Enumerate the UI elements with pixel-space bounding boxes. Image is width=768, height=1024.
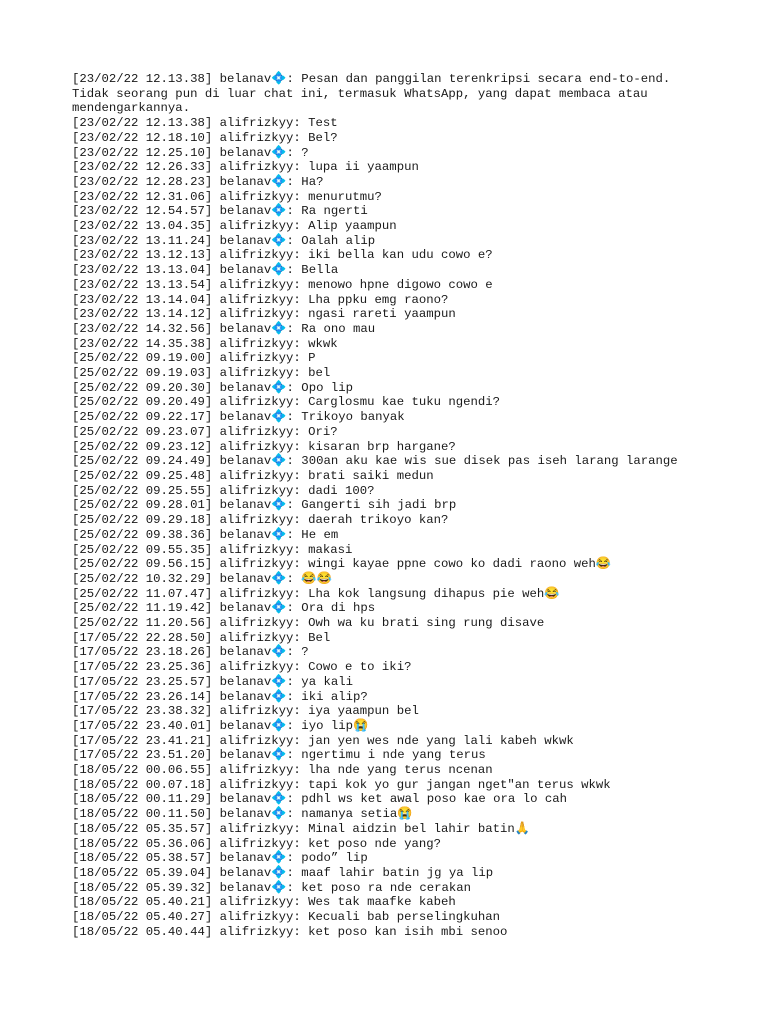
chat-message-line: [25/02/22 09.38.36] belanav💠: He em [72,527,339,542]
chat-message-line: [18/05/22 05.40.27] alifrizkyy: Kecuali bab perselingkuhan [72,910,501,925]
chat-message-line: [17/05/22 23.25.57] belanav💠: ya kali [72,674,353,689]
chat-message-line: [23/02/22 13.14.12] alifrizkyy: ngasi rareti yaampun [72,307,456,322]
chat-message-line: [17/05/22 23.51.20] belanav💠: ngertimu i nde yang terus [72,748,486,763]
chat-message-line: [25/02/22 09.25.48] alifrizkyy: brati saiki medun [72,468,434,483]
chat-message-line: [18/05/22 05.40.44] alifrizkyy: ket poso kan isih mbi senoo [72,924,508,939]
chat-message-line: [23/02/22 13.04.35] alifrizkyy: Alip yaampun [72,219,397,234]
chat-message-line: [18/05/22 05.36.06] alifrizkyy: ket poso nde yang? [72,836,441,851]
chat-message-line: [17/05/22 23.18.26] belanav💠: ? [72,645,309,660]
message-list [72,116,712,939]
chat-message-line: [25/02/22 10.32.29] belanav💠: 😂😂 [72,571,332,586]
chat-message-line: [25/02/22 11.19.42] belanav💠: Ora di hps [72,601,376,616]
chat-message-line: [23/02/22 14.35.38] alifrizkyy: wkwk [72,336,338,351]
chat-message-line: [25/02/22 09.25.55] alifrizkyy: dadi 100? [72,483,375,498]
chat-message-line: [25/02/22 09.29.18] alifrizkyy: daerah trikoyo kan? [72,513,449,528]
chat-message-line: [23/02/22 13.13.04] belanav💠: Bella [72,263,339,278]
chat-message-line: [17/05/22 22.28.50] alifrizkyy: Bel [72,630,331,645]
chat-message-line: [23/02/22 12.18.10] alifrizkyy: Bel? [72,130,338,145]
chat-message-line: [23/02/22 12.28.23] belanav💠: Ha? [72,174,324,189]
chat-message-line: [23/02/22 14.32.56] belanav💠: Ra ono mau [72,321,376,336]
chat-message-line: [25/02/22 11.20.56] alifrizkyy: Owh wa ku brati sing rung disave [72,616,545,631]
chat-message-line: [18/05/22 05.39.32] belanav💠: ket poso ra nde cerakan [72,880,472,895]
chat-message-line: [23/02/22 12.26.33] alifrizkyy: lupa ii yaampun [72,160,419,175]
chat-message-line: [18/05/22 05.39.04] belanav💠: maaf lahir batin jg ya lip [72,865,494,880]
chat-message-line: [18/05/22 05.35.57] alifrizkyy: Minal aidzin bel lahir batin🙏 [72,821,531,836]
chat-message-line: [23/02/22 12.54.57] belanav💠: Ra ngerti [72,204,368,219]
chat-transcript [72,72,712,939]
chat-message-line: [18/05/22 00.06.55] alifrizkyy: lha nde yang terus ncenan [72,763,493,778]
chat-message-line: [17/05/22 23.40.01] belanav💠: iyo lip😭 [72,718,369,733]
chat-message-line: [18/05/22 00.11.29] belanav💠: pdhl ws ket awal poso kae ora lo cah [72,792,567,807]
chat-message-line: [17/05/22 23.38.32] alifrizkyy: iya yaampun bel [72,704,419,719]
chat-message-line: [17/05/22 23.26.14] belanav💠: iki alip? [72,689,368,704]
chat-message-line: [23/02/22 12.13.38] alifrizkyy: Test [72,116,338,131]
chat-message-line: [18/05/22 05.40.21] alifrizkyy: Wes tak maafke kabeh [72,895,456,910]
chat-message-line: [17/05/22 23.25.36] alifrizkyy: Cowo e to iki? [72,660,412,675]
chat-message-line: [23/02/22 12.31.06] alifrizkyy: menurutmu? [72,189,382,204]
chat-message-line: [25/02/22 09.20.49] alifrizkyy: Carglosmu kae tuku ngendi? [72,395,501,410]
chat-message-line: [25/02/22 11.07.47] alifrizkyy: Lha kok langsung dihapus pie weh😂 [72,586,560,601]
chat-message-line: [25/02/22 09.23.07] alifrizkyy: Ori? [72,424,338,439]
chat-message-line: [18/05/22 05.38.57] belanav💠: podo” lip [72,851,368,866]
chat-message-line: [25/02/22 09.23.12] alifrizkyy: kisaran brp hargane? [72,439,456,454]
chat-message-line: [25/02/22 09.19.03] alifrizkyy: bel [72,366,331,381]
chat-message-line: [18/05/22 00.11.50] belanav💠: namanya setia😭 [72,807,413,822]
chat-message-line: [25/02/22 09.20.30] belanav💠: Opo lip [72,380,353,395]
chat-message-line: [23/02/22 12.25.10] belanav💠: ? [72,145,309,160]
chat-message-line: [23/02/22 13.12.13] alifrizkyy: iki bella kan udu cowo e? [72,248,493,263]
encryption-notice-line: [23/02/22 12.13.38] belanav💠: Pesan dan panggilan terenkripsi secara end-to-end. Tidak seorang pun di luar chat ini, termasuk WhatsApp, yang dapat membaca atau mendengarkannya. [72,72,678,116]
chat-message-line: [23/02/22 13.13.54] alifrizkyy: menowo hpne digowo cowo e [72,277,493,292]
chat-message-line: [25/02/22 09.55.35] alifrizkyy: makasi [72,542,353,557]
chat-message-line: [25/02/22 09.56.15] alifrizkyy: wingi kayae ppne cowo ko dadi raono weh😂 [72,557,612,572]
chat-message-line: [25/02/22 09.28.01] belanav💠: Gangerti sih jadi brp [72,498,457,513]
chat-message-line: [17/05/22 23.41.21] alifrizkyy: jan yen wes nde yang lali kabeh wkwk [72,733,574,748]
chat-message-line: [25/02/22 09.22.17] belanav💠: Trikoyo banyak [72,410,405,425]
chat-message-line: [23/02/22 13.14.04] alifrizkyy: Lha ppku emg raono? [72,292,449,307]
chat-message-line: [25/02/22 09.24.49] belanav💠: 300an aku kae wis sue disek pas iseh larang larange [72,454,678,469]
chat-message-line: [18/05/22 00.07.18] alifrizkyy: tapi kok yo gur jangan nget"an terus wkwk [72,777,611,792]
chat-message-line: [25/02/22 09.19.00] alifrizkyy: P [72,351,316,366]
chat-message-line: [23/02/22 13.11.24] belanav💠: Oalah alip [72,233,376,248]
